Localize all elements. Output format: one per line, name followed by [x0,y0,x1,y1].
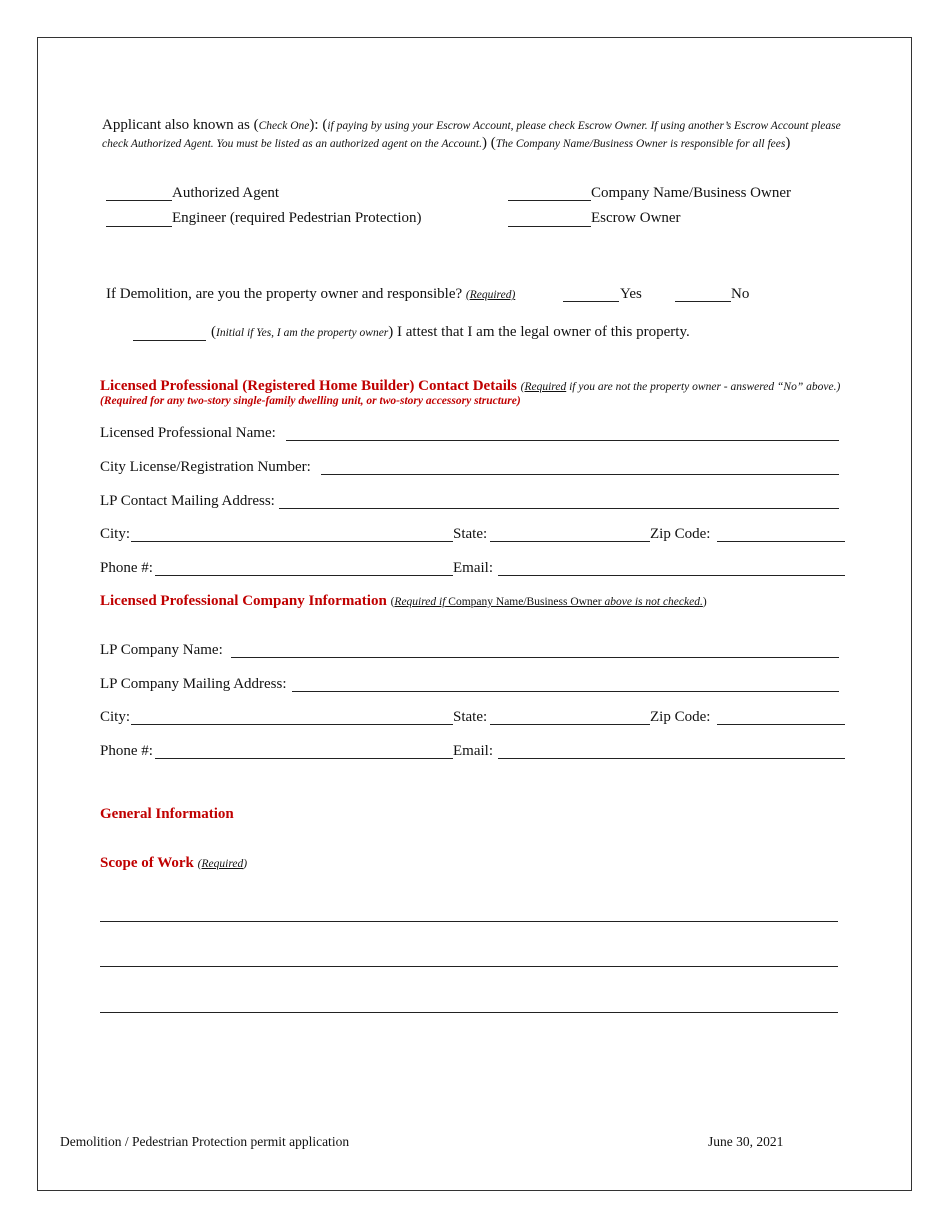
scope-line-1[interactable] [100,921,838,922]
escrow-owner-check-line[interactable] [508,226,591,227]
lp-city-label: City: [100,526,131,542]
company-email-label: Email: [453,743,493,759]
page-border [37,37,912,1191]
applicant-heading: Applicant also known as (Check One): (if paying by using your Escrow Account, please check Escrow Owner. If using another’s Escrow Account please [102,117,841,133]
company-zip-input[interactable] [717,724,845,725]
general-info-title: General Information [100,806,234,822]
lp-license-label: City License/Registration Number: [100,459,311,475]
lp-state-label: State: [453,526,488,542]
lp-email-label: Email: [453,560,493,576]
lp-contact-subnote: (Required for any two-story single-family dwelling unit, or two-story accessory structure) [100,395,521,407]
authorized-agent-label: Authorized Agent [172,185,280,201]
lp-contact-title: Licensed Professional (Registered Home Builder) Contact Details (Required if you are not the property owner - answered “No” above.) [100,378,841,394]
footer-date: June 30, 2021 [708,1134,784,1149]
lp-zip-input[interactable] [717,541,845,542]
lp-mailing-label: LP Contact Mailing Address: [100,493,275,509]
yes-check-line[interactable] [563,301,619,302]
scope-line-2[interactable] [100,966,838,967]
lp-city-input[interactable] [131,541,453,542]
no-label: No [731,286,750,302]
company-city-label: City: [100,709,131,725]
company-owner-check-line[interactable] [508,200,591,201]
scope-line-3[interactable] [100,1012,838,1013]
yes-label: Yes [620,286,642,302]
engineer-label: Engineer (required Pedestrian Protection) [172,210,422,226]
initial-line[interactable] [133,340,206,341]
lp-phone-label: Phone #: [100,560,153,576]
demolition-question: If Demolition, are you the property owner and responsible? (Required) [106,286,516,302]
lp-state-input[interactable] [490,541,650,542]
lp-email-input[interactable] [498,575,845,576]
footer-title: Demolition / Pedestrian Protection permit application [60,1134,350,1149]
lp-name-input[interactable] [286,440,839,441]
lp-mailing-input[interactable] [279,508,839,509]
company-name-label: LP Company Name: [100,642,223,658]
applicant-note: check Authorized Agent. You must be listed as an authorized agent on the Account.) (The Company Name/Business Owner is responsible for all fees) [102,135,791,151]
authorized-agent-check-line[interactable] [106,200,172,201]
lp-name-label: Licensed Professional Name: [100,425,276,441]
company-zip-label: Zip Code: [650,709,711,725]
company-state-input[interactable] [490,724,650,725]
company-phone-input[interactable] [155,758,453,759]
lp-company-title: Licensed Professional Company Information (Required if Company Name/Business Owner above is not checked.) [100,593,707,609]
lp-zip-label: Zip Code: [650,526,711,542]
scope-of-work-title: Scope of Work (Required) [100,855,248,871]
company-phone-label: Phone #: [100,743,153,759]
company-city-input[interactable] [131,724,453,725]
company-state-label: State: [453,709,488,725]
engineer-check-line[interactable] [106,226,172,227]
company-email-input[interactable] [498,758,845,759]
company-mailing-input[interactable] [292,691,839,692]
no-check-line[interactable] [675,301,731,302]
lp-license-input[interactable] [321,474,839,475]
company-owner-label: Company Name/Business Owner [591,185,791,201]
company-mailing-label: LP Company Mailing Address: [100,676,287,692]
lp-phone-input[interactable] [155,575,453,576]
attest-statement: (Initial if Yes, I am the property owner) I attest that I am the legal owner of this property. [211,324,690,340]
escrow-owner-label: Escrow Owner [591,210,681,226]
company-name-input[interactable] [231,657,839,658]
